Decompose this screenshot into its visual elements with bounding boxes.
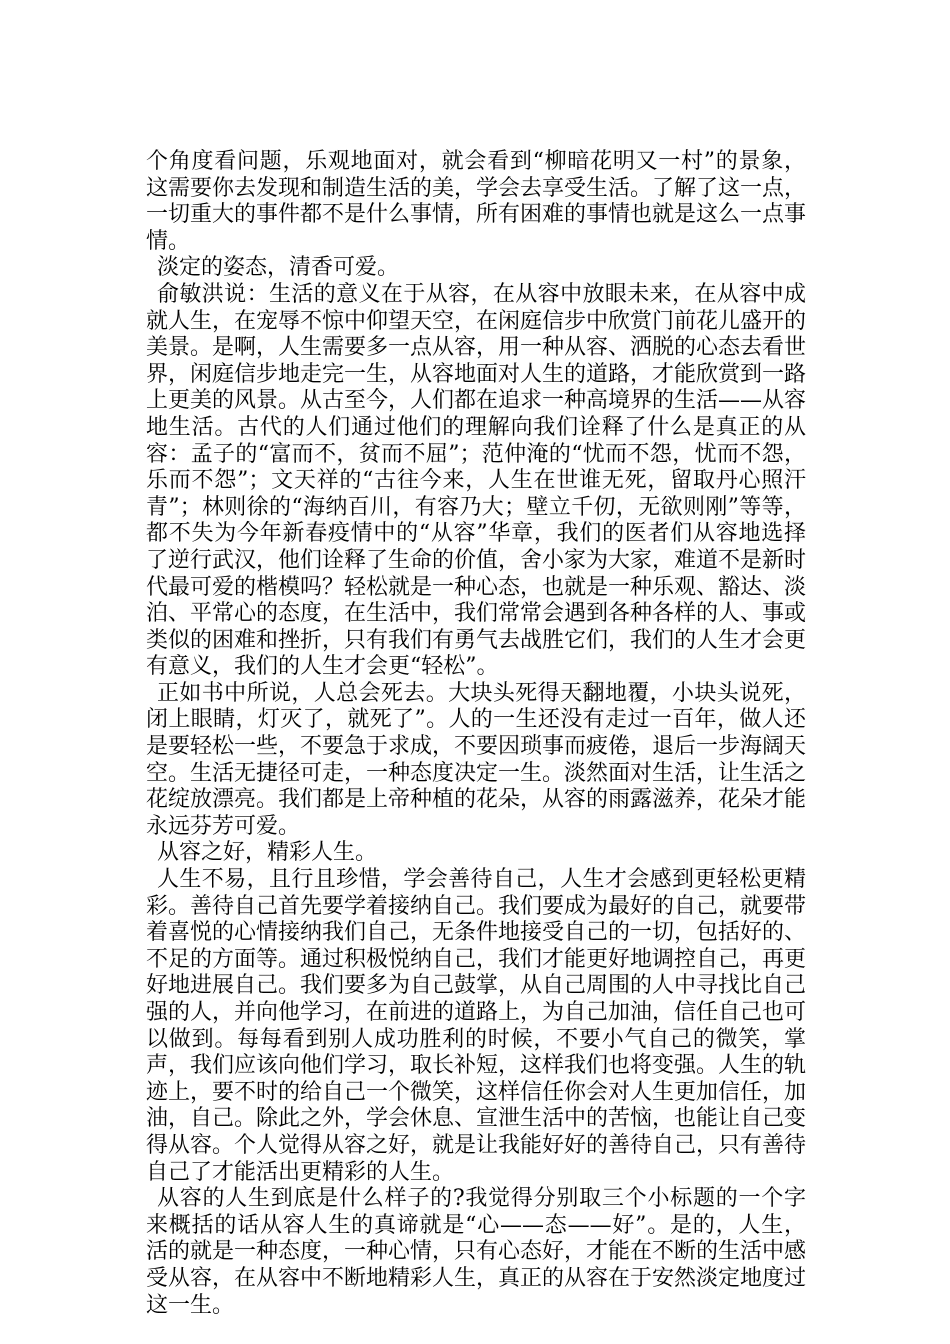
paragraph-4: 正如书中所说，人总会死去。大块头死得天翻地覆，小块头说死，闭上眼睛，灯灭了，就死了”。人的一生还没有走过一百年，做人还是要轻松一些，不要急于求成，不要因琐事而疲倦，退后一步海阔天空。生活无捷径可走，一种态度决定一生。淡然面对生活，让生活之花绽放漂亮。我们都是上帝种植的花朵，从容的雨露滋养，花朵才能永远芬芳可爱。	[146, 680, 807, 839]
paragraph-1: 个角度看问题，乐观地面对，就会看到“柳暗花明又一村”的景象，这需要你去发现和制造生活的美，学会去享受生活。了解了这一点，一切重大的事件都不是什么事情，所有困难的事情也就是这么一点事情。	[146, 149, 807, 254]
document-body	[146, 149, 806, 1319]
paragraph-5: 从容之好，精彩人生。	[157, 840, 378, 866]
paragraph-2: 淡定的姿态，清香可爱。	[157, 255, 400, 281]
paragraph-6: 人生不易，且行且珍惜，学会善待自己，人生才会感到更轻松更精彩。善待自己首先要学着接纳自己。我们要成为最好的自己，就要带着喜悦的心情接纳我们自己，无条件地接受自己的一切，包括好的、不足的方面等。通过积极悦纳自己，我们才能更好地调控自己，再更好地进展自己。我们要多为自己鼓掌，从自己周围的人中寻找比自己强的人，并向他学习，在前进的道路上，为自己加油，信任自己也可以做到。每每看到别人成功胜利的时候，不要小气自己的微笑，掌声，我们应该向他们学习，取长补短，这样我们也将变强。人生的轨迹上，要不时的给自己一个微笑，这样信任你会对人生更加信任，加油，自己。除此之外，学会休息、宣泄生活中的苦恼，也能让自己变得从容。个人觉得从容之好，就是让我能好好的善待自己，只有善待自己了才能活出更精彩的人生。	[146, 867, 807, 1185]
paragraph-7: 从容的人生到底是什么样子的?我觉得分别取三个小标题的一个字来概括的话从容人生的真谛就是“心——态——好”。是的，人生，活的就是一种态度，一种心情，只有心态好，才能在不断的生活中感受从容，在从容中不断地精彩人生，真正的从容在于安然淡定地度过这一生。	[146, 1186, 807, 1318]
paragraph-3: 俞敏洪说：生活的意义在于从容，在从容中放眼未来，在从容中成就人生，在宠辱不惊中仰望天空，在闲庭信步中欣赏门前花儿盛开的美景。是啊，人生需要多一点从容，用一种从容、洒脱的心态去看世界，闲庭信步地走完一生，从容地面对人生的道路，才能欣赏到一路上更美的风景。从古至今，人们都在追求一种高境界的生活——从容地生活。古代的人们通过他们的理解向我们诠释了什么是真正的从容：孟子的“富而不，贫而不屈”；范仲淹的“忧而不怨，忧而不怨，乐而不怨”；文天祥的“古往今来，人生在世谁无死，留取丹心照汗青”；林则徐的“海纳百川，有容乃大；壁立千仞，无欲则刚”等等，都不失为今年新春疫情中的“从容”华章，我们的医者们从容地选择了逆行武汉，他们诠释了生命的价值，舍小家为大家，难道不是新时代最可爱的楷模吗？轻松就是一种心态，也就是一种乐观、豁达、淡泊、平常心的态度，在生活中，我们常常会遇到各种各样的人、事或类似的困难和挫折，只有我们有勇气去战胜它们，我们的人生才会更有意义，我们的人生才会更“轻松”。	[146, 281, 807, 680]
